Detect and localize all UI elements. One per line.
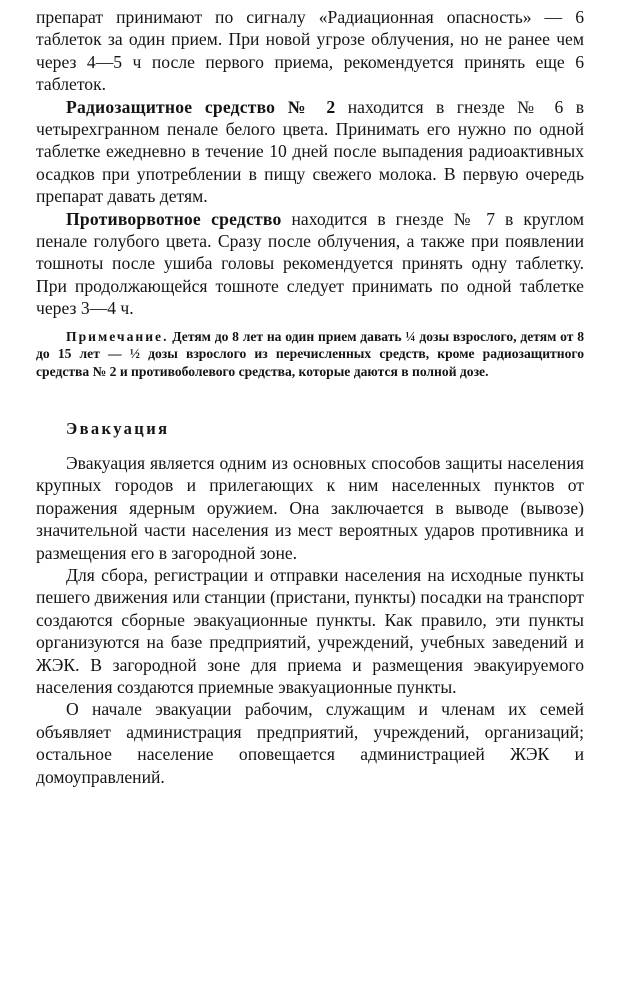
paragraph-evacuation-3: О начале эвакуации рабочим, служащим и членам их семей объявляет администрация предприятий, учреждений, организаций; остальное население оповещается администрацией ЖЭК и домоуправлений. [36, 699, 584, 787]
paragraph-text: препарат принимают по сигналу «Радиационная опасность» — 6 таблеток за один прием. При новой угрозе облучения, но не ранее чем через 4—5 ч после первого приема, рекомендуется принять еще 6 таблеток. [36, 7, 584, 95]
paragraph-continuation [36, 6, 584, 96]
note-block [36, 328, 584, 380]
paragraph-text: находится в гнезде № 7 в круглом пенале голубого цвета. Сразу после облучения, а также при появлении тошноты после ушиба головы рекомендуется принять одну таблетку. При продолжающейся тошноте следует принимать по одной таблетке через 3—4 ч. [36, 208, 584, 319]
paragraph-lead: Противорвотное средство [66, 208, 282, 229]
paragraph-evacuation-1: Эвакуация является одним из основных способов защиты населения крупных городов и прилегающих к ним населенных пунктов от поражения ядерным оружием. Она заключается в выводе (вывозе) значительной части населения из мест вероятных ударов противника и размещения его в загородной зоне. [36, 452, 584, 563]
note-label: Примечание. [66, 328, 169, 344]
paragraph-evacuation-2: Для сбора, регистрации и отправки населения на исходные пункты пешего движения или станции (пристани, пункты) посадки на транспорт создаются сборные эвакуационные пункты. Как правило, эти пункты организуются на базе предприятий, учреждений, учебных заведений и ЖЭК. В загородной зоне для приема и размещения эвакуируемого населения создаются приемные эвакуационные пункты. [36, 564, 584, 697]
page-body [36, 6, 584, 788]
section-heading: Эвакуация [66, 418, 170, 438]
paragraph-lead: Радиозащитное средство № 2 [66, 96, 336, 117]
note-text: Детям до 8 лет на один прием давать ¼ дозы взрослого, детям от 8 до 15 лет — ½ дозы взрослого из перечисленных средств, кроме радиозащитного средства № 2 и противоболевого средства, которые даются в полной дозе. [36, 328, 584, 379]
paragraph-radioprotective [36, 96, 584, 208]
paragraph-text: находится в гнезде № 6 в четырехгранном пенале белого цвета. Принимать его нужно по одной таблетке ежедневно в течение 10 дней после выпадения радиоактивных осадков при употреблении в пищу свежего молока. В первую очередь препарат давать детям. [36, 96, 584, 207]
paragraph-antiemetic [36, 208, 584, 320]
